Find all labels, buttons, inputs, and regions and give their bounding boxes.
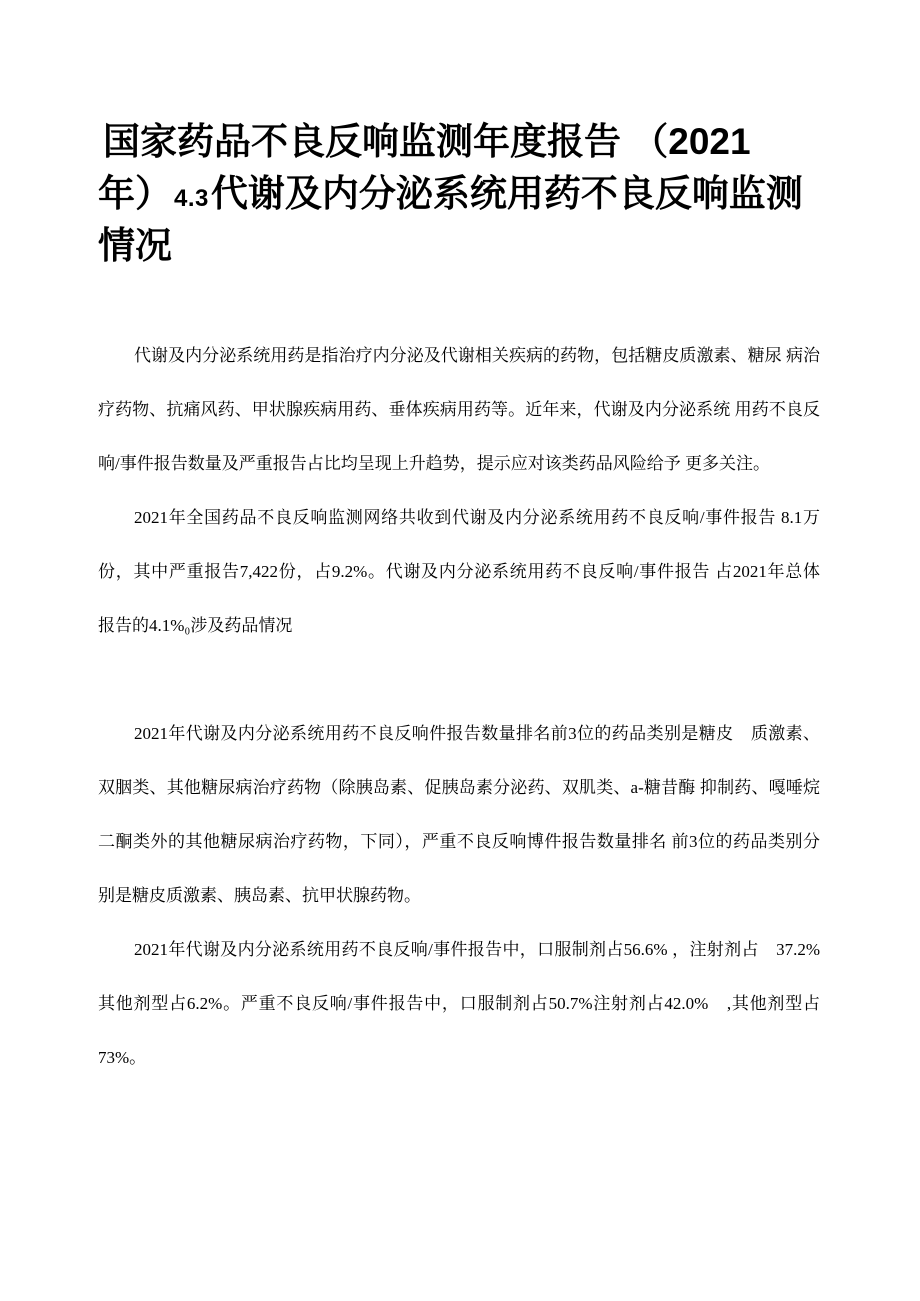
text-line: 2021年代谢及内分泌系统用药不良反响/事件报告中，口服制剂占56.6% ，注射剂占 37.2% bbox=[134, 940, 820, 959]
text-line: 报告的4.1%₀涉及药品情况 bbox=[98, 616, 293, 635]
text-line: 代谢及内分泌系统用药是指治疗内分泌及代谢相关疾病的药物，包括糖皮质激素、糖尿 病治 bbox=[134, 346, 820, 365]
text-line: 份，其中严重报告7,422份，占9.2%。代谢及内分泌系统用药不良反响/事件报告 占2021年总体 bbox=[98, 562, 820, 581]
title-text: 情况 bbox=[98, 225, 172, 266]
text-line: 二酮类外的其他糖尿病治疗药物，下同），严重不良反响博件报告数量排名 前3位的药品类别分 bbox=[98, 832, 820, 851]
text-line: 响/事件报告数量及严重报告占比均呈现上升趋势，提示应对该类药品风险给予 更多关注。 bbox=[98, 454, 770, 473]
document-title bbox=[98, 116, 820, 272]
text-line: 73%。 bbox=[98, 1048, 147, 1067]
paragraph-3 bbox=[98, 707, 820, 923]
title-line-2 bbox=[98, 168, 820, 220]
text-line: 双胭类、其他糖尿病治疗药物（除胰岛素、促胰岛素分泌药、双肌类、a-糖昔酶 抑制药、嘎唾烷 bbox=[98, 778, 820, 797]
text-line: 其他剂型占6.2%。严重不良反响/事件报告中，口服制剂占50.7%注射剂占42.0% ,其他剂型占 bbox=[98, 994, 820, 1013]
text-line: 别是糖皮质激素、胰岛素、抗甲状腺药物。 bbox=[98, 886, 421, 905]
text-line: 疗药物、抗痛风药、甲状腺疾病用药、垂体疾病用药等。近年来，代谢及内分泌系统 用药不良反 bbox=[98, 400, 820, 419]
text-line: 2021年全国药品不良反响监测网络共收到代谢及内分泌系统用药不良反响/事件报告 8.1万 bbox=[134, 508, 820, 527]
paragraph-1 bbox=[98, 329, 820, 491]
title-text: 国家药品不良反响监测年度报告 （2021 bbox=[103, 121, 751, 162]
paragraph-2 bbox=[98, 491, 820, 653]
paragraph-4 bbox=[98, 923, 820, 1085]
title-line-3 bbox=[98, 220, 820, 272]
title-text: 代谢及内分泌系统用药不良反响监测 bbox=[210, 173, 803, 214]
section-number: 4.3 bbox=[174, 185, 209, 212]
document-body bbox=[98, 329, 820, 1085]
title-text: 年） bbox=[98, 173, 172, 214]
text-line: 2021年代谢及内分泌系统用药不良反响件报告数量排名前3位的药品类别是糖皮 质激素、 bbox=[134, 724, 820, 743]
title-line-1 bbox=[98, 116, 820, 168]
